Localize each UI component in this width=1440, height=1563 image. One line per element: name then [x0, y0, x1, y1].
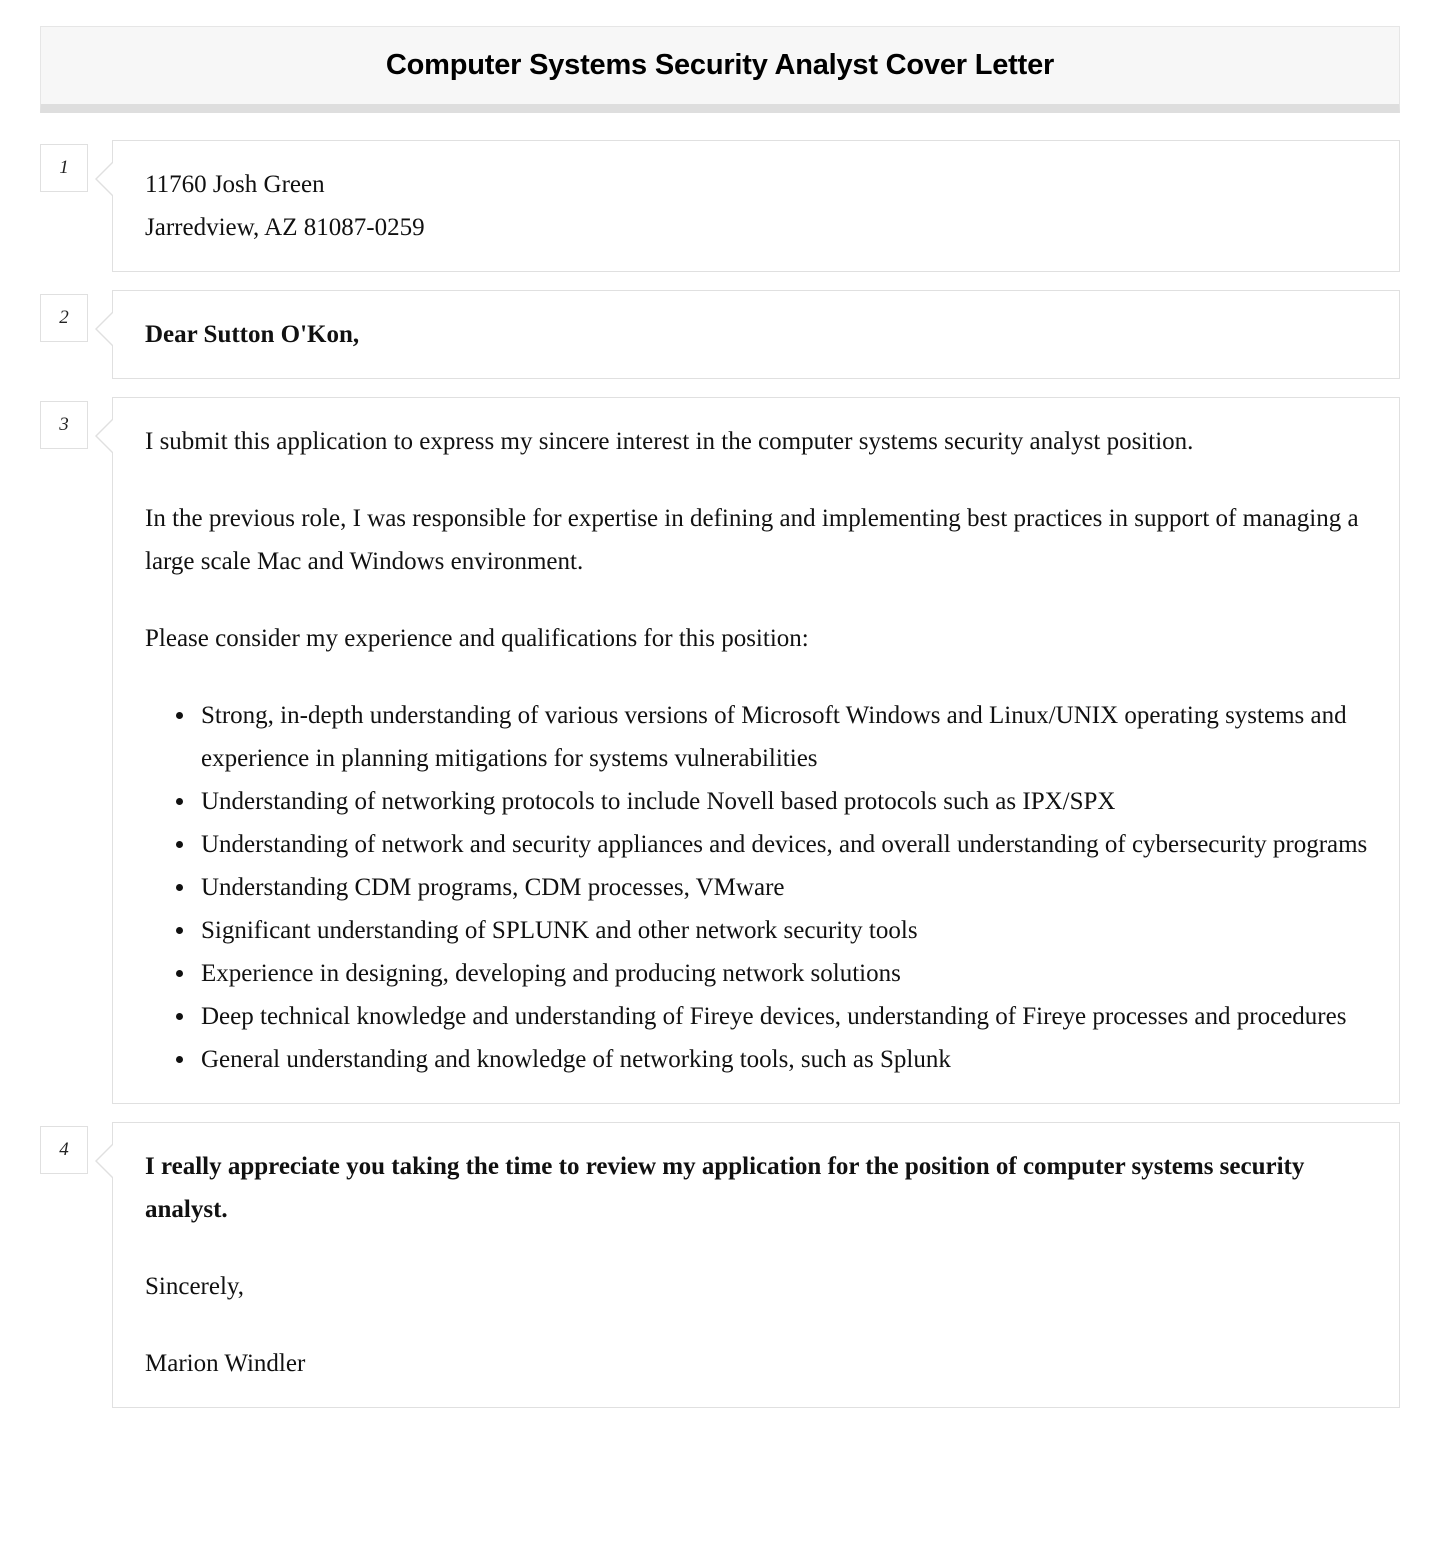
address-line-2: Jarredview, AZ 81087-0259 [145, 214, 425, 241]
list-item: • Understanding CDM programs, CDM processes, VMware [197, 866, 1375, 909]
list-item: • Understanding of network and security appliances and devices, and overall understanding of cybersecurity programs [197, 823, 1375, 866]
list-item: • Experience in designing, developing and producing network solutions [197, 952, 1375, 995]
section-sender-address [40, 140, 1400, 272]
section-letter-body [40, 397, 1400, 1104]
list-item: • Deep technical knowledge and understanding of Fireye devices, understanding of Fireye processes and procedures [197, 995, 1375, 1038]
sender-name: Marion Windler [145, 1350, 306, 1377]
cover-letter-document [0, 26, 1440, 1408]
closing-card[interactable] [112, 1122, 1400, 1408]
section-number-badge-1[interactable]: 1 [40, 144, 88, 192]
body-paragraph-1: I submit this application to express my sincere interest in the computer systems security analyst position. [145, 428, 1194, 455]
body-paragraph-2: In the previous role, I was responsible for expertise in defining and implementing best practices in support of managing a large scale Mac and Windows environment. [145, 505, 1359, 575]
address-line-1: 11760 Josh Green [145, 171, 325, 198]
section-number-badge-4[interactable]: 4 [40, 1126, 88, 1174]
section-number-badge-2[interactable]: 2 [40, 294, 88, 342]
salutation-text: Dear Sutton O'Kon, [145, 321, 360, 348]
section-salutation [40, 290, 1400, 379]
list-item: • General understanding and knowledge of networking tools, such as Splunk [197, 1038, 1375, 1081]
qualifications-list [145, 694, 1375, 1081]
section-closing [40, 1122, 1400, 1408]
salutation-card[interactable] [112, 290, 1400, 379]
document-header [40, 26, 1400, 113]
list-item: • Significant understanding of SPLUNK and other network security tools [197, 909, 1375, 952]
closing-statement: I really appreciate you taking the time to review my application for the position of computer systems security analyst. [145, 1153, 1305, 1223]
body-paragraph-3: Please consider my experience and qualifications for this position: [145, 625, 809, 652]
sender-address-card[interactable] [112, 140, 1400, 272]
letter-body-card[interactable] [112, 397, 1400, 1104]
sign-off: Sincerely, [145, 1273, 245, 1300]
sections-container [40, 113, 1400, 1408]
page-title: Computer Systems Security Analyst Cover Letter [385, 49, 1055, 82]
list-item: • Strong, in-depth understanding of various versions of Microsoft Windows and Linux/UNIX operating systems and experience in planning mitigations for systems vulnerabilities [197, 694, 1375, 780]
section-number-badge-3[interactable]: 3 [40, 401, 88, 449]
list-item: • Understanding of networking protocols to include Novell based protocols such as IPX/SPX [197, 780, 1375, 823]
